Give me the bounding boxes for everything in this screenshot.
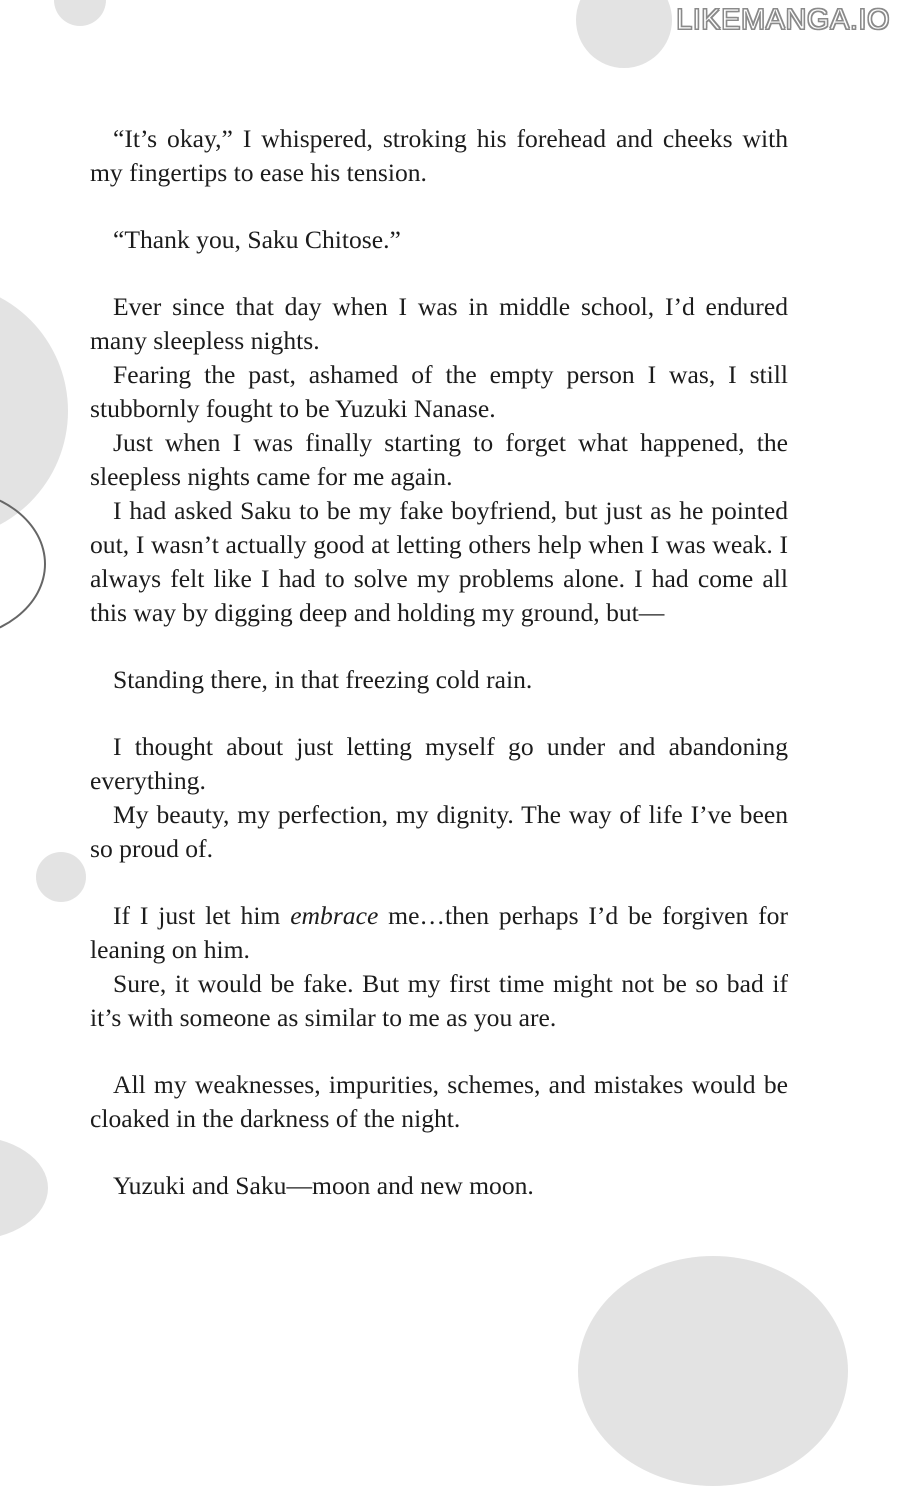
emphasized-word: embrace [290, 901, 379, 930]
paragraph: Standing there, in that freezing cold rain. [113, 665, 533, 694]
paragraph: Fearing the past, ashamed of the empty person I was, I still stubbornly fought to be Yuzuki Nanase. [90, 360, 788, 423]
paragraph: Yuzuki and Saku—moon and new moon. [113, 1171, 534, 1200]
decorative-circle [576, 0, 672, 68]
decorative-circle [0, 1136, 48, 1240]
decorative-circle-outline [0, 488, 46, 640]
paragraph-text: me…then perhaps I’d be forgiven for leaning on him. [90, 901, 788, 964]
paragraph: Just when I was finally starting to forget what happened, the sleepless nights came for me again. [90, 428, 788, 491]
decorative-circle [54, 0, 106, 26]
paragraph: Ever since that day when I was in middle school, I’d endured many sleepless nights. [90, 292, 788, 355]
paragraph: My beauty, my perfection, my dignity. The way of life I’ve been so proud of. [90, 800, 788, 863]
paragraph: Sure, it would be fake. But my first time might not be so bad if it’s with someone as similar to me as you are. [90, 969, 788, 1032]
paragraph: All my weaknesses, impurities, schemes, and mistakes would be cloaked in the darkness of the night. [90, 1070, 788, 1133]
decorative-circle [36, 852, 86, 902]
watermark: LIKEMANGA.IO [676, 4, 890, 36]
paragraph: “It’s okay,” I whispered, stroking his forehead and cheeks with my fingertips to ease his tension. [90, 124, 788, 187]
paragraph: “Thank you, Saku Chitose.” [113, 225, 401, 254]
paragraph-text: If I just let him [113, 901, 291, 930]
paragraph: I thought about just letting myself go under and abandoning everything. [90, 732, 788, 795]
page-body [90, 122, 788, 1203]
decorative-circle [578, 1256, 848, 1486]
decorative-circle [0, 282, 68, 540]
paragraph [90, 899, 788, 967]
paragraph: I had asked Saku to be my fake boyfriend, but just as he pointed out, I wasn’t actually good at letting others help when I was weak. I always felt like I had to solve my problems alone. I had come all this way by digging deep and holding my ground, but— [90, 496, 788, 627]
